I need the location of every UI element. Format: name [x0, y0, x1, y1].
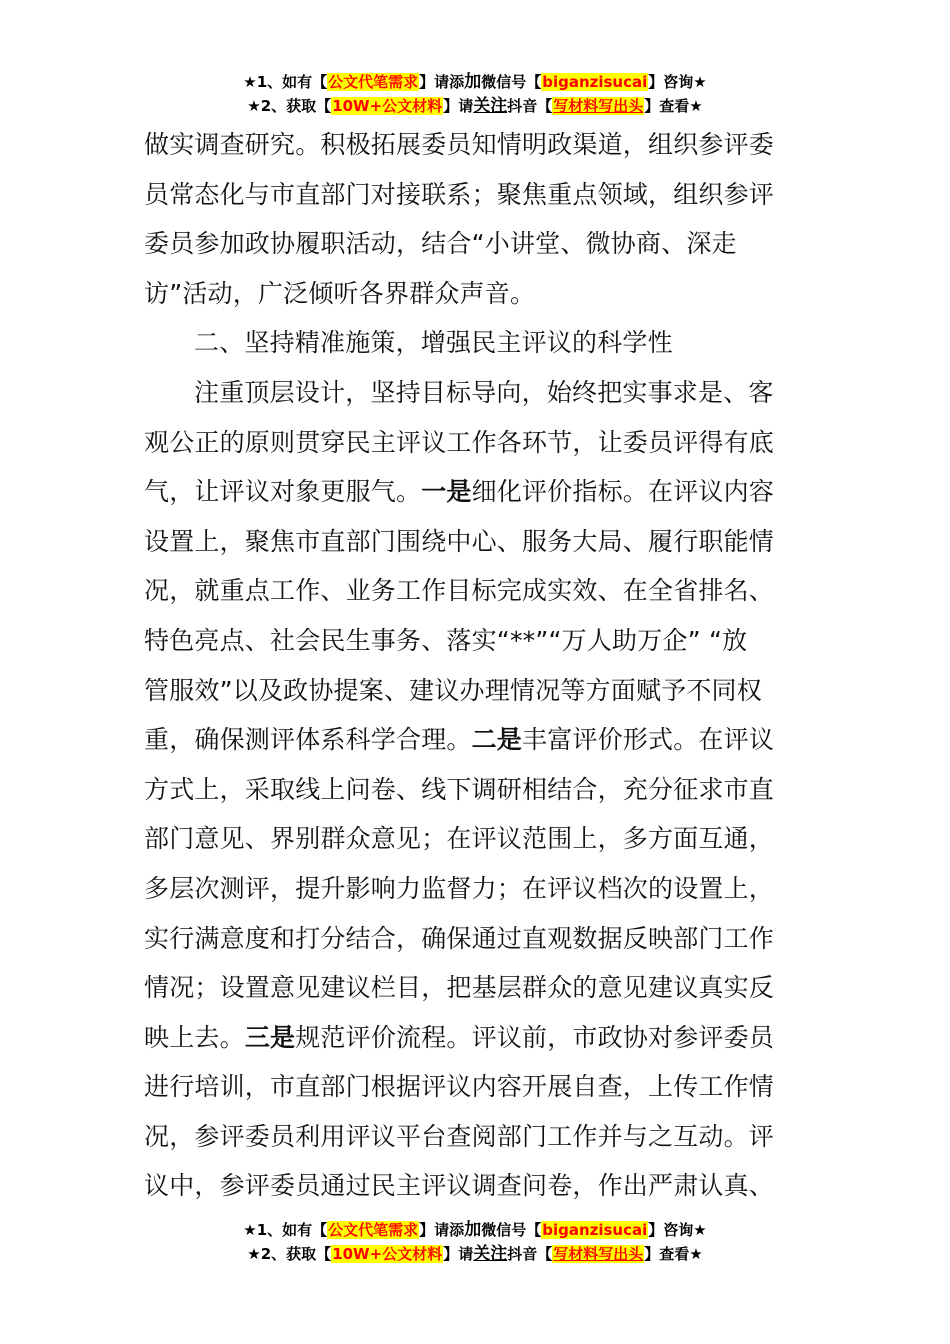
text-line: 观公正的原则贯穿民主评议工作各环节，让委员评得有底: [144, 427, 775, 457]
banner-text: 微信号【: [481, 73, 542, 91]
text-line: 情况；设置意见建议栏目，把基层群众的意见建议真实反: [144, 973, 775, 1003]
banner-text: 】查看★: [644, 97, 703, 115]
text-line: 议中，参评委员通过民主评议调查问卷，作出严肃认真、: [144, 1171, 775, 1201]
text-line: 注重顶层设计，坚持目标导向，始终把实事求是、客: [194, 377, 774, 407]
banner-emphasis: 关注: [473, 1244, 508, 1264]
text-line: 员常态化与市直部门对接联系；聚焦重点领域，组织参评: [144, 179, 775, 209]
banner-line-1: [0, 1218, 950, 1242]
text-line: [144, 1013, 794, 1063]
banner-text: ★2、获取【: [247, 1245, 332, 1263]
banner-text: 】查看★: [644, 1245, 703, 1263]
text-line: 委员参加政协履职活动，结合“小讲堂、微协商、深走: [144, 229, 737, 259]
banner-text: 】咨询★: [648, 73, 707, 91]
text-run: 规范评价流程。评议前，市政协对参评委员: [295, 1022, 775, 1052]
text-run: 丰富评价形式。在评议: [522, 725, 775, 755]
text-run: 重，确保测评体系科学合理。: [144, 725, 472, 755]
banner-line-2: [0, 94, 950, 118]
banner-text: 】请添: [419, 1221, 465, 1239]
text-line: 进行培训，市直部门根据评议内容开展自查，上传工作情: [144, 1072, 775, 1102]
header-banner: [0, 70, 950, 118]
section-heading: 二、坚持精准施策，增强民主评议的科学性: [194, 328, 673, 358]
text-line: 设置上，聚焦市直部门围绕中心、服务大局、履行职能情: [144, 526, 775, 556]
banner-text: 】请添: [419, 73, 465, 91]
text-line: 部门意见、界别群众意见；在评议范围上，多方面互通，: [144, 824, 775, 854]
highlight-wechat-id: biganzisucai: [542, 73, 648, 91]
banner-text: ★1、如有【: [243, 73, 328, 91]
document-body: [144, 120, 794, 1211]
banner-text: 抖音【: [507, 1245, 553, 1263]
text-run: 气，让评议对象更服气。: [144, 477, 422, 507]
text-line: 方式上，采取线上问卷、线下调研相结合，充分征求市直: [144, 774, 775, 804]
banner-text: ★1、如有【: [243, 1221, 328, 1239]
text-run: 映上去。: [144, 1022, 245, 1052]
banner-text: ★2、获取【: [247, 97, 332, 115]
highlight-service: 公文代笔需求: [328, 73, 419, 91]
banner-text: 抖音【: [507, 97, 553, 115]
banner-text: 】咨询★: [648, 1221, 707, 1239]
text-line: [144, 715, 794, 765]
bold-keyword: 三是: [244, 1022, 296, 1052]
banner-text: 】请: [443, 97, 474, 115]
text-line: 况，参评委员利用评议平台查阅部门工作并与之互动。评: [144, 1121, 775, 1151]
highlight-douyin: 写材料写出头: [553, 1245, 644, 1263]
text-line: 实行满意度和打分结合，确保通过直观数据反映部门工作: [144, 923, 775, 953]
highlight-wechat-id: biganzisucai: [542, 1221, 648, 1239]
highlight-douyin: 写材料写出头: [553, 97, 644, 115]
footer-banner: [0, 1218, 950, 1266]
text-run: 细化评价指标。在评议内容: [471, 477, 775, 507]
bold-keyword: 一是: [421, 477, 472, 507]
text-line: 多层次测评，提升影响力监督力；在评议档次的设置上，: [144, 873, 775, 903]
banner-line-1: [0, 70, 950, 94]
text-line: 管服效”以及政协提案、建议办理情况等方面赋予不同权: [144, 675, 762, 705]
highlight-service: 公文代笔需求: [328, 1221, 419, 1239]
text-line: 做实调查研究。积极拓展委员知情明政渠道，组织参评委: [144, 130, 775, 159]
banner-emphasis: 加: [464, 72, 482, 92]
banner-emphasis: 加: [464, 1220, 482, 1240]
text-line: 特色亮点、社会民生事务、落实“**”“万人助万企” “放: [144, 625, 748, 655]
text-line: [144, 467, 794, 517]
bold-keyword: 二是: [471, 725, 523, 755]
highlight-materials: 10W+公文材料: [332, 97, 443, 115]
highlight-materials: 10W+公文材料: [332, 1245, 443, 1263]
banner-text: 】请: [443, 1245, 474, 1263]
banner-line-2: [0, 1242, 950, 1266]
banner-text: 微信号【: [481, 1221, 542, 1239]
text-line: 况，就重点工作、业务工作目标完成实效、在全省排名、: [144, 576, 775, 606]
text-line: 访”活动，广泛倾听各界群众声音。: [144, 278, 536, 308]
banner-emphasis: 关注: [473, 96, 508, 116]
